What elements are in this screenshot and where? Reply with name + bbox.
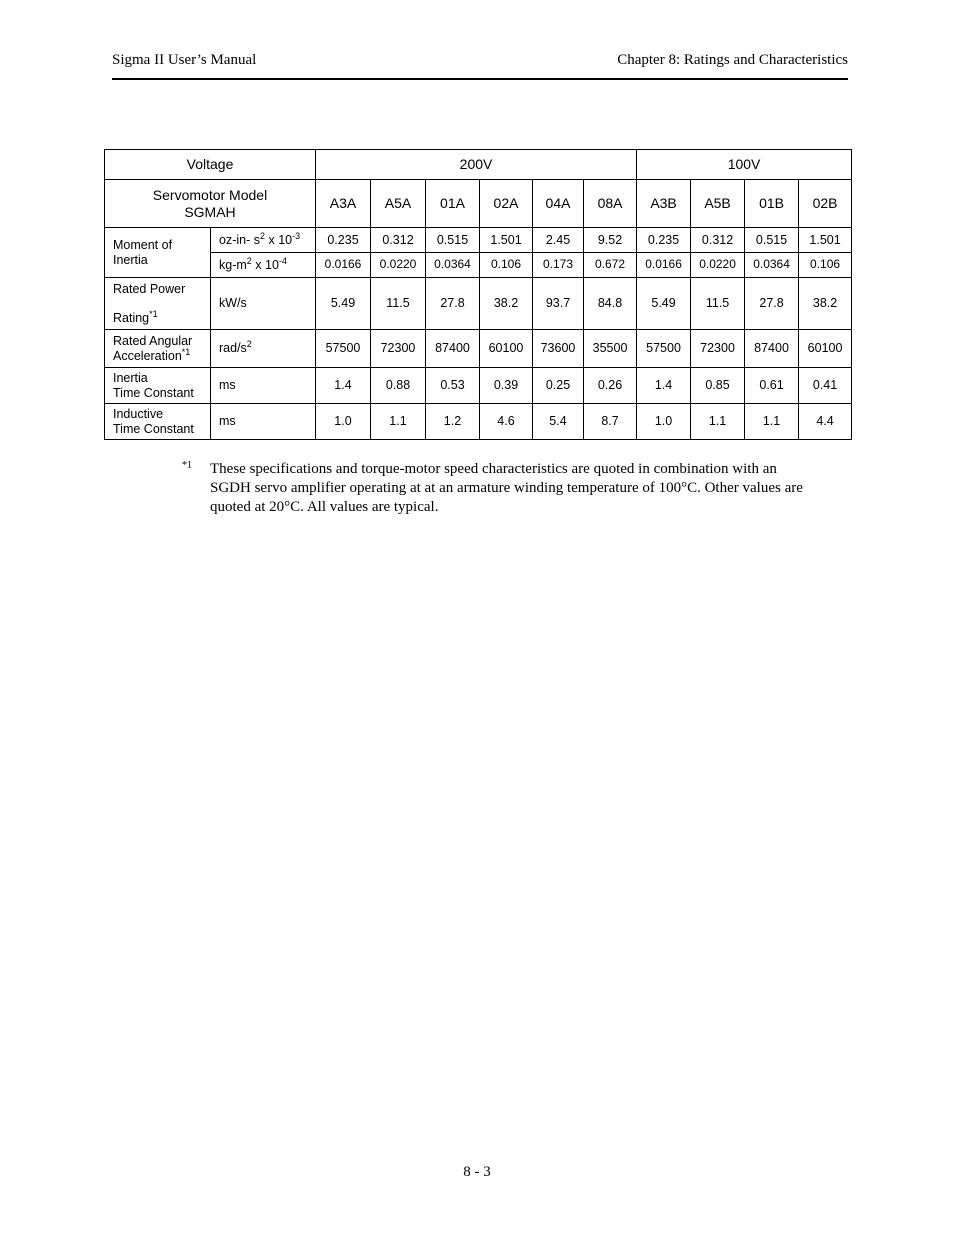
table-row-inertia-time-constant [105,368,852,404]
rated-power-label [105,278,211,330]
itc-label-line-1: Inertia [113,371,148,386]
table-cell: 0.0364 [745,253,799,278]
unit-text: oz-in- s [219,232,260,247]
table-cell: 27.8 [745,278,799,330]
header-manual-title: Sigma II User’s Manual [112,52,257,68]
footnote-reference: *1 [181,346,191,357]
table-cell: 1.1 [691,404,745,440]
power-label-line-2: Rating [113,310,150,325]
table-row-moment-oz [105,228,852,253]
table-cell: 57500 [637,330,691,368]
inductive-time-constant-label [105,404,211,440]
table-cell: 60100 [480,330,533,368]
unit-text: rad/s [219,341,247,356]
table-cell: 0.88 [371,368,426,404]
specifications-table [104,149,852,440]
accel-label-line-2: Acceleration [113,348,182,363]
unit-kw-s: kW/s [211,278,316,330]
table-cell: 0.515 [745,228,799,253]
table-cell: 73600 [533,330,584,368]
footnote-reference: *1 [149,308,158,319]
table-cell: 87400 [745,330,799,368]
table-cell: 0.235 [316,228,371,253]
table-cell: 0.106 [799,253,852,278]
table-row-moment-kg [105,253,852,278]
table-cell: 1.501 [799,228,852,253]
table-cell: 27.8 [426,278,480,330]
table-cell: 72300 [371,330,426,368]
model-cell: A3B [637,180,691,228]
unit-ms: ms [211,368,316,404]
unit-exponent: 2 [246,339,252,350]
model-cell: 01B [745,180,799,228]
table-cell: 9.52 [584,228,637,253]
model-label-line-2: SGMAH [184,203,236,220]
page-header [112,52,848,80]
footnote-mark: *1 [182,460,192,471]
model-row [105,180,852,228]
power-label-line-1: Rated Power [113,281,186,296]
table-cell: 0.173 [533,253,584,278]
unit-rad-s2 [211,330,316,368]
table-cell: 0.85 [691,368,745,404]
ind-label-line-1: Inductive [113,407,164,422]
unit-ms: ms [211,404,316,440]
table-cell: 1.2 [426,404,480,440]
table-cell: 0.61 [745,368,799,404]
model-cell: A5A [371,180,426,228]
table-cell: 0.0166 [637,253,691,278]
table-cell: 57500 [316,330,371,368]
unit-exponent: 2 [246,255,252,266]
table-cell: 2.45 [533,228,584,253]
table-cell: 72300 [691,330,745,368]
unit-text: kg-m [219,257,247,272]
unit-text: x 10 [265,232,293,247]
table-cell: 84.8 [584,278,637,330]
table-cell: 1.1 [745,404,799,440]
table-cell: 1.4 [637,368,691,404]
model-cell: 01A [426,180,480,228]
ind-label-line-2: Time Constant [113,421,194,436]
table-cell: 93.7 [533,278,584,330]
model-label-line-1: Servomotor Model [152,187,268,204]
table-cell: 0.0364 [426,253,480,278]
model-label [105,180,316,228]
header-chapter-title: Chapter 8: Ratings and Characteristics [617,52,848,68]
moment-label-line-2: Inertia [113,252,148,267]
table-cell: 0.515 [426,228,480,253]
itc-label-line-2: Time Constant [113,385,194,400]
model-cell: 02A [480,180,533,228]
unit-exponent: 2 [259,230,265,241]
table-cell: 0.672 [584,253,637,278]
table-cell: 35500 [584,330,637,368]
unit-exponent: -4 [278,255,287,266]
unit-exponent: -3 [292,230,301,241]
voltage-row [105,150,852,180]
table-cell: 38.2 [799,278,852,330]
model-cell: A3A [316,180,371,228]
table-cell: 0.312 [371,228,426,253]
model-cell: 08A [584,180,637,228]
accel-label-line-1: Rated Angular [113,334,193,349]
page-number: 8 - 3 [463,1164,491,1180]
voltage-200v: 200V [316,150,637,180]
footnote-text: These specifications and torque-motor speed characteristics are quoted in combination with an SGDH servo amplifier operating at at an armature winding temperature of 100°C. Other values are quoted at 20°C. All values are typical. [210,461,803,515]
table-cell: 0.0166 [316,253,371,278]
table-cell: 1.501 [480,228,533,253]
table-cell: 0.235 [637,228,691,253]
table-cell: 5.49 [316,278,371,330]
moment-of-inertia-label [105,228,211,278]
moment-label-line-1: Moment of [113,238,173,253]
table-cell: 60100 [799,330,852,368]
table-cell: 11.5 [371,278,426,330]
table-cell: 0.25 [533,368,584,404]
table-cell: 1.0 [637,404,691,440]
table-cell: 4.6 [480,404,533,440]
table-cell: 5.4 [533,404,584,440]
table-cell: 1.0 [316,404,371,440]
table-cell: 0.39 [480,368,533,404]
table-cell: 87400 [426,330,480,368]
table-row-inductive-time-constant [105,404,852,440]
table-cell: 0.0220 [691,253,745,278]
table-cell: 1.4 [316,368,371,404]
unit-text: x 10 [251,257,279,272]
unit-oz-in [211,228,316,253]
model-cell: 04A [533,180,584,228]
table-cell: 1.1 [371,404,426,440]
model-cell: A5B [691,180,745,228]
table-cell: 0.26 [584,368,637,404]
inertia-time-constant-label [105,368,211,404]
table-cell: 0.53 [426,368,480,404]
table-cell: 38.2 [480,278,533,330]
table-cell: 0.106 [480,253,533,278]
unit-kg-m [211,253,316,278]
table-cell: 4.4 [799,404,852,440]
table-cell: 0.312 [691,228,745,253]
model-cell: 02B [799,180,852,228]
table-cell: 8.7 [584,404,637,440]
table-cell: 11.5 [691,278,745,330]
voltage-label: Voltage [105,150,316,180]
table-row-angular-acceleration [105,330,852,368]
table-cell: 5.49 [637,278,691,330]
voltage-100v: 100V [637,150,852,180]
table-row-rated-power [105,278,852,330]
table-cell: 0.41 [799,368,852,404]
table-cell: 0.0220 [371,253,426,278]
rated-angular-acceleration-label [105,330,211,368]
